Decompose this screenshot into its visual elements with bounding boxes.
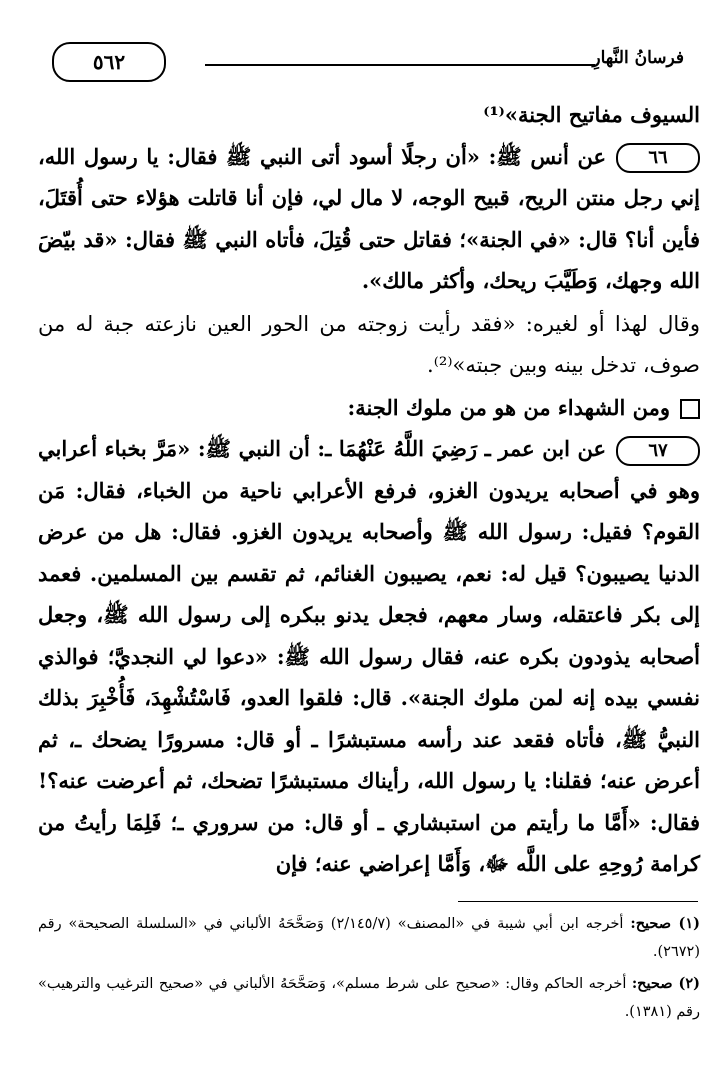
footnotes: [38, 910, 700, 1030]
hadith-66-text: عن أنس ﷺ: «أن رجلًا أسود أتى النبي ﷺ فقال: يا رسول الله، إني رجل منتن الريح، قبيح الوجه، لا مال لي، فإن أنا قاتلت هؤلاء حتى أُقتَلَ، فأين أنا؟ قال: «في الجنة»؛ فقاتل حتى قُتِلَ، فأتاه النبي ﷺ فقال: «قد بيّضَ الله وجهك، وَطَيَّبَ ريحك، وأكثر مالك».: [38, 143, 700, 293]
running-title: فرسانُ النَّهارِ: [592, 48, 684, 68]
page-header: [30, 38, 698, 88]
hadith-67-text: عن ابن عمر ـ رَضِيَ اللَّهُ عَنْهُمَا ـ: أن النبي ﷺ: «مَرَّ بخباء أعرابي وهو في أصحابه يريدون الغزو، فرفع الأعرابي ناحية من الخباء، فقال: مَن القوم؟ فقيل: رسول الله ﷺ وأصحابه يريدون الغزو. فقال: هل من عرض الدنيا يصيبون؟ قيل له: نعم، يصيبون الغنائم، ثم تقسم بين المسلمين. فعمد إلى بكر فاعتقله، وسار معهم، فجعل يدنو ببكره إلى رسول الله ﷺ، وجعل أصحابه يذودون بكره عنه، فقال رسول الله ﷺ: «دعوا لي النجديَّ؛ فوالذي نفسي بيده إنه لمن ملوك الجنة». قال: فلقوا العدو، فَاسْتُشْهِدَ، فَأُخْبِرَ بذلك النبيُّ ﷺ، فأتاه فقعد عند رأسه مستبشرًا ـ أو قال: مسرورًا يضحك ـ، ثم أعرض عنه؛ فقلنا: يا رسول الله، رأيناك مستبشرًا تضحك، ثم أعرضت عنه؟! فقال: «أَمَّا ما رأيتم من استبشاري ـ أو قال: من سروري ـ؛ فَلِمَا رأيتُ من كرامة رُوحِهِ على اللَّه ﷻ، وَأَمَّا إعراضي عنه؛ فإن: [38, 436, 700, 876]
subheading: [38, 387, 700, 429]
page-number: ٥٦٢: [52, 42, 166, 82]
footnote-2-text: أخرجه الحاكم وقال: «صحيح على شرط مسلم»، وَصَحَّحَهُ الألباني في «صحيح الترغيب والترهيب» رقم (١٣٨١).: [38, 976, 700, 1020]
footnote-1-text: أخرجه ابن أبي شيبة في «المصنف» (٢/١٤٥/٧) وَصَحَّحَهُ الألباني في «السلسلة الصحيحة» رقم (٢٦٧٢).: [38, 916, 700, 960]
body-text: [38, 94, 700, 885]
hadith-67: [38, 428, 700, 885]
subheading-text: ومن الشهداء من هو من ملوك الجنة:: [347, 394, 670, 420]
hadith-number-66: ٦٦: [616, 143, 700, 173]
hadith-66: [38, 136, 700, 302]
checkbox-square-icon: [680, 399, 700, 419]
footnote-rule: [458, 901, 698, 902]
header-rule: [205, 64, 595, 66]
footnote-2-label: (٢) صحيح:: [631, 975, 701, 992]
footnote-1-label: (١) صحيح:: [630, 915, 700, 932]
footnote-2: [38, 970, 700, 1026]
quote-paragraph: وقال لهذا أو لغيره: «فقد رأيت زوجته من الحور العين نازعته جبة له من صوف، تدخل بينه وبين جبته»⁽²⁾.: [38, 311, 700, 377]
section-heading: السيوف مفاتيح الجنة»⁽¹⁾: [483, 102, 700, 127]
hadith-number-67: ٦٧: [616, 436, 700, 466]
footnote-1: [38, 910, 700, 966]
